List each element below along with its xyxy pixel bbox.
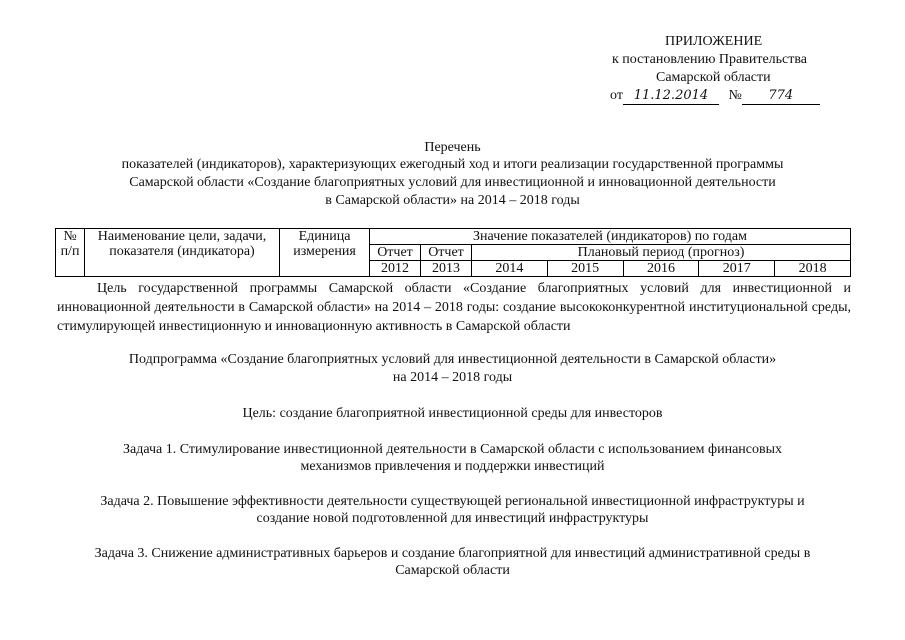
task-3-line-2: Самарской области bbox=[395, 563, 510, 578]
report-label: Отчет bbox=[421, 245, 472, 261]
subprogram-line-2: на 2014 – 2018 годы bbox=[392, 370, 513, 385]
number-value: 774 bbox=[742, 88, 820, 105]
heading-line-2: Самарской области «Создание благоприятных условий для инвестиционной и инновационной деятельности bbox=[129, 175, 776, 190]
indicators-table bbox=[55, 228, 851, 277]
date-value: 11.12.2014 bbox=[623, 88, 719, 105]
plan-year: 2018 bbox=[775, 261, 851, 277]
attachment-title: ПРИЛОЖЕНИЕ bbox=[665, 34, 763, 49]
task-2-line-2: создание новой подготовленной для инвестиций инфраструктуры bbox=[256, 511, 649, 526]
report-year: 2013 bbox=[421, 261, 472, 277]
task-1-line-1: Задача 1. Стимулирование инвестиционной деятельности в Самарской области с использованием финансовых bbox=[122, 442, 783, 457]
attachment-line-3: Самарской области bbox=[656, 70, 771, 85]
plan-year: 2015 bbox=[547, 261, 623, 277]
plan-year: 2017 bbox=[699, 261, 775, 277]
attachment-date-line bbox=[610, 88, 820, 105]
report-year: 2012 bbox=[370, 261, 421, 277]
report-label: Отчет bbox=[370, 245, 421, 261]
task-3-line-1: Задача 3. Снижение административных барьеров и создание благоприятной для инвестиций административной среды в bbox=[94, 546, 811, 561]
plan-year: 2014 bbox=[472, 261, 548, 277]
heading-line-3: в Самарской области» на 2014 – 2018 годы bbox=[325, 193, 580, 208]
goal-paragraph: Цель государственной программы Самарской области «Создание благоприятных условий для инвестиционной и инновационной деятельности в Самарской области» на 2014 – 2018 годы: создание высококонкурентной институциональной среды, стимулирующей инвестиционную и инновационную активность в Самарской области bbox=[57, 281, 851, 334]
date-prefix: от bbox=[610, 88, 623, 103]
plan-label: Плановый период (прогноз) bbox=[472, 245, 851, 261]
plan-year: 2016 bbox=[623, 261, 699, 277]
task-1-line-2: механизмов привлечения и поддержки инвестиций bbox=[300, 459, 605, 474]
col-values-header: Значение показателей (индикаторов) по годам bbox=[370, 229, 851, 245]
subprogram-goal: Цель: создание благоприятной инвестиционной среды для инвесторов bbox=[242, 406, 663, 421]
heading-line-1: показателей (индикаторов), характеризующих ежегодный ход и итоги реализации государственной программы bbox=[121, 157, 784, 172]
task-2-line-1: Задача 2. Повышение эффективности деятельности существующей региональной инвестиционной инфраструктуры и bbox=[100, 494, 805, 509]
attachment-line-2: к постановлению Правительства bbox=[612, 52, 808, 67]
number-prefix: № bbox=[728, 88, 742, 103]
col-unit-header: Единица измерения bbox=[280, 229, 370, 277]
col-number-header: № п/п bbox=[56, 229, 85, 277]
heading-title: Перечень bbox=[424, 140, 481, 155]
col-name-header: Наименование цели, задачи, показателя (индикатора) bbox=[85, 229, 280, 277]
subprogram-line-1: Подпрограмма «Создание благоприятных условий для инвестиционной деятельности в Самарской области» bbox=[128, 352, 777, 367]
